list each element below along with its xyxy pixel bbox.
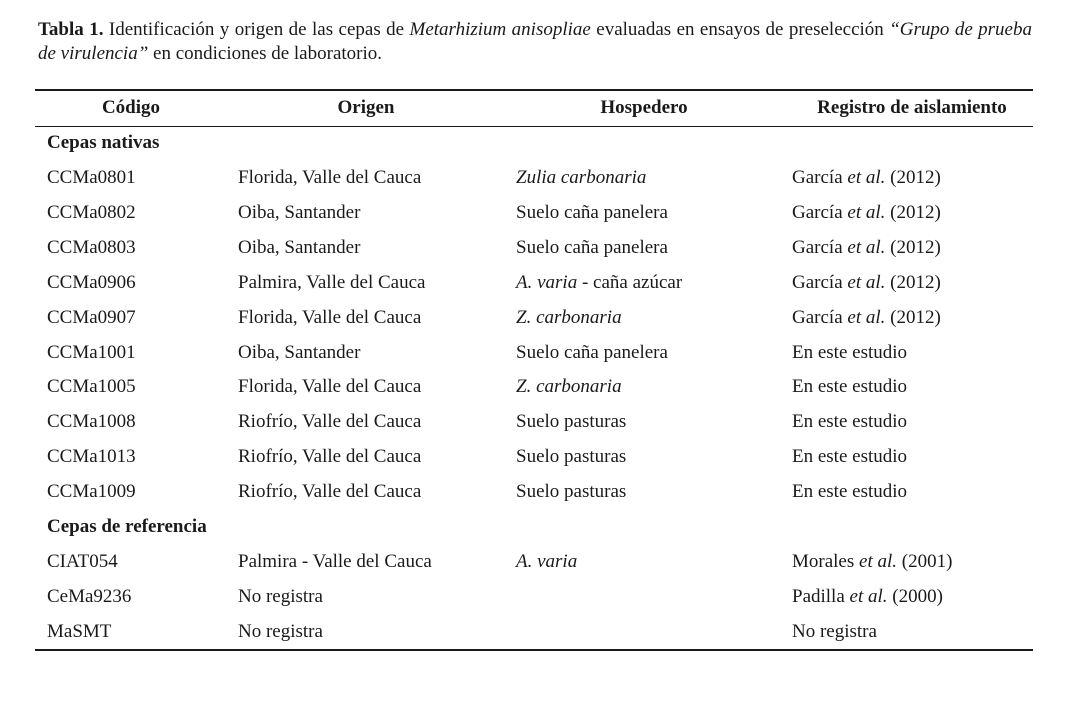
cell-code: CCMa0801 (47, 167, 136, 188)
cell-code: CCMa1013 (47, 446, 136, 468)
cell-origin: Palmira, Valle del Cauca (238, 271, 426, 293)
cell-host-normal: Suelo caña panelera (516, 236, 668, 258)
cell-registro (792, 161, 941, 195)
cell-registro (792, 370, 907, 404)
cell-host (516, 301, 622, 335)
cell-origin: Florida, Valle del Cauca (238, 167, 422, 188)
cell-host-italic: A. varia (516, 271, 578, 293)
header-codigo: Código (101, 97, 161, 118)
section-row-nativas (0, 126, 1087, 160)
cell-host (516, 475, 626, 509)
cell-host (516, 231, 668, 265)
cell-registro-author: No registra (792, 620, 877, 642)
cell-code: CCMa1001 (47, 341, 136, 363)
table-row (0, 615, 1087, 649)
table-row (0, 161, 1087, 195)
cell-host-normal: Suelo pasturas (516, 446, 627, 468)
cell-code: CCMa0802 (47, 201, 136, 223)
cell-host (516, 545, 577, 579)
cell-code: CCMa1005 (47, 376, 136, 398)
cell-registro-etal: et al. (847, 236, 886, 258)
cell-host-italic: Z. carbonaria (516, 376, 622, 398)
cell-registro-author: García (792, 306, 848, 328)
header-registro: Registro de aislamiento (817, 97, 1007, 118)
table-row (0, 301, 1087, 335)
cell-registro-author: En este estudio (792, 481, 908, 503)
section-title-nativas: Cepas nativas (47, 132, 160, 153)
table-bottom-rule (35, 649, 1033, 651)
cell-registro (792, 266, 941, 300)
cell-origin: Riofrío, Valle del Cauca (238, 411, 422, 433)
table-row (0, 196, 1087, 230)
cell-registro (792, 440, 907, 474)
cell-origin: Florida, Valle del Cauca (238, 376, 422, 398)
cell-registro-year: (2012) (885, 306, 941, 328)
cell-origin: Oiba, Santander (238, 201, 361, 223)
caption-text-1: Identificación y origen de las cepas de (103, 19, 410, 40)
cell-registro-etal: et al. (847, 271, 886, 293)
cell-registro-year: (2012) (885, 236, 941, 258)
cell-registro-author: García (792, 201, 848, 223)
cell-registro-author: García (792, 271, 848, 293)
cell-host (516, 405, 626, 439)
cell-host-normal: Suelo pasturas (516, 411, 627, 433)
header-hospedero: Hospedero (600, 97, 688, 118)
cell-code: CCMa1008 (47, 411, 136, 433)
cell-code: MaSMT (47, 620, 112, 642)
cell-registro-etal: et al. (847, 306, 886, 328)
cell-host (516, 196, 668, 230)
caption-group: “Grupo de prueba de virulencia” (38, 19, 1032, 64)
cell-origin: Riofrío, Valle del Cauca (238, 446, 422, 468)
cell-registro-author: Padilla (792, 585, 850, 607)
cell-origin: No registra (238, 620, 323, 642)
cell-registro (792, 475, 907, 509)
table-row (0, 440, 1087, 474)
cell-host (516, 336, 668, 370)
cell-registro-year: (2012) (885, 201, 941, 223)
cell-registro-etal: et al. (847, 167, 886, 188)
cell-registro-author: García (792, 236, 848, 258)
cell-code: CIAT054 (47, 551, 118, 572)
cell-registro (792, 405, 907, 439)
cell-host-normal: Suelo pasturas (516, 481, 627, 503)
cell-code: CCMa0803 (47, 236, 136, 258)
cell-registro-year: (2012) (885, 271, 941, 293)
section-row-referencia (0, 510, 1087, 544)
cell-registro-author: En este estudio (792, 446, 908, 468)
table-row (0, 231, 1087, 265)
cell-host (516, 440, 626, 474)
cell-registro-author: En este estudio (792, 376, 908, 398)
table-row (0, 475, 1087, 509)
cell-origin: Oiba, Santander (238, 236, 361, 258)
cell-registro-year: (2012) (885, 167, 941, 188)
caption-species: Metarhizium anisopliae (409, 19, 591, 40)
cell-origin: No registra (238, 585, 323, 607)
cell-registro (792, 580, 943, 614)
cell-origin: Florida, Valle del Cauca (238, 306, 422, 328)
cell-registro-year: (2001) (897, 551, 953, 572)
cell-origin: Palmira - Valle del Cauca (238, 551, 432, 572)
cell-code: CCMa1009 (47, 481, 136, 503)
cell-registro-author: En este estudio (792, 341, 908, 363)
cell-origin: Oiba, Santander (238, 341, 361, 363)
header-origen: Origen (337, 97, 395, 118)
caption-text-3: en condiciones de laboratorio. (148, 43, 383, 64)
cell-host (516, 161, 646, 195)
cell-host-italic: Z. carbonaria (516, 306, 622, 328)
cell-registro (792, 545, 952, 579)
cell-registro-author: En este estudio (792, 411, 908, 433)
table-row (0, 545, 1087, 579)
cell-host-normal: - caña azúcar (577, 271, 683, 293)
table-header-row (0, 91, 1087, 125)
table-row (0, 266, 1087, 300)
cell-registro-year: (2000) (887, 585, 943, 607)
cell-host-italic: A. varia (516, 551, 578, 572)
cell-origin: Riofrío, Valle del Cauca (238, 481, 422, 503)
cell-host (516, 370, 622, 404)
cell-registro (792, 231, 941, 265)
cell-host (516, 266, 682, 300)
cell-registro-etal: et al. (847, 201, 886, 223)
cell-registro (792, 301, 941, 335)
cell-registro (792, 336, 907, 370)
cell-code: CeMa9236 (47, 585, 132, 607)
cell-code: CCMa0907 (47, 306, 136, 328)
table-caption (38, 18, 1032, 66)
table-row (0, 580, 1087, 614)
cell-registro-etal: et al. (859, 551, 898, 572)
caption-label: Tabla 1. (38, 19, 104, 40)
section-title-referencia: Cepas de referencia (47, 516, 207, 537)
cell-registro (792, 615, 877, 649)
table-row (0, 336, 1087, 370)
cell-registro-etal: et al. (849, 585, 888, 607)
cell-code: CCMa0906 (47, 271, 136, 293)
cell-registro (792, 196, 941, 230)
table-row (0, 370, 1087, 404)
cell-registro-author: Morales (792, 551, 860, 572)
caption-text-2: evaluadas en ensayos de preselección (590, 19, 890, 40)
table-row (0, 405, 1087, 439)
cell-host-italic: Zulia carbonaria (516, 167, 647, 188)
cell-registro-author: García (792, 167, 848, 188)
cell-host-normal: Suelo caña panelera (516, 201, 668, 223)
cell-host-normal: Suelo caña panelera (516, 341, 668, 363)
